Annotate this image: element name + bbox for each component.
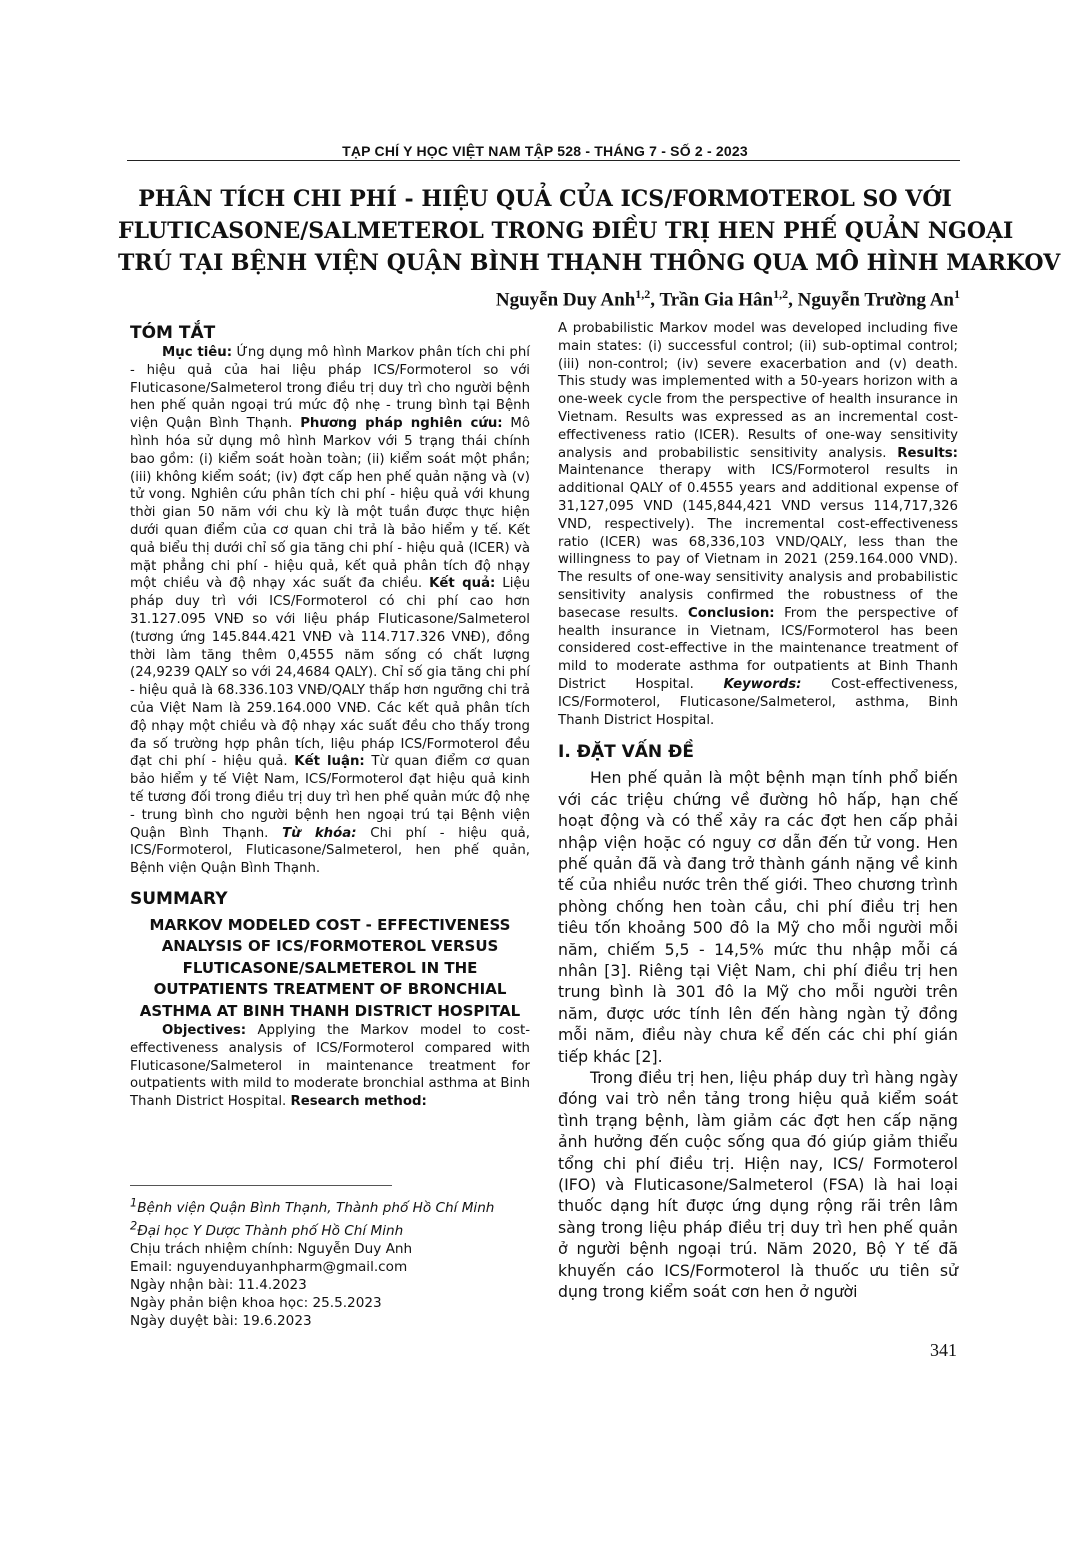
footnote-accepted: Ngày duyệt bài: 19.6.2023 [130, 1313, 312, 1330]
page-number: 341 [930, 1340, 957, 1360]
footnote-email: Email: nguyenduyanhpharm@gmail.com [130, 1259, 408, 1276]
author-name: Trần Gia Hân [659, 289, 774, 311]
introduction-heading: I. ĐẶT VẤN ĐỀ [558, 742, 694, 763]
research-method-text: A probabilistic Markov model was developed including five main states: (i) successful control; (ii) sub-optimal control; (iii) non-control; (iv) severe exacerbation and (v) death. This study was implemented with a 50-years horizon with a one-week cycle from the perspective of health insurance in Vietnam. Results was expressed as an incremental cost-effectiveness ratio (ICER). Results of one-way sensitivity analysis and probabilistic sensitivity analysis. [558, 321, 958, 461]
header-rule [127, 160, 960, 161]
abstract-heading: TÓM TẮT [130, 323, 216, 343]
summary-conclusion-text: From the perspective of health insurance in Vietnam, ICS/Formoterol has been considered cost-effective in the maintenance treatment of mild to moderate asthma for outpatients at Binh Thanh District Hospital. [558, 605, 958, 692]
introduction-body [558, 767, 958, 1302]
objectives-text: Applying the Markov model to cost-effectiveness analysis of ICS/Formoterol compared with Fluticasone/Salmeterol in maintenance treatment for outpatients with mild to moderate bronchial asthma at Binh Thanh District Hospital. [130, 1022, 530, 1110]
results-label: Kết quả: [429, 576, 496, 592]
objective-text: Ứng dụng mô hình Markov phân tích chi phí - hiệu quả của hai liệu pháp ICS/Formoterol so với Fluticasone/Salmeterol trong điều trị duy trì cho người bệnh hen phế quản ngoại trú mức độ nhẹ - trung bình tại Bệnh viện Quận Bình Thạnh. [130, 345, 530, 432]
method-text: Mô hình hóa sử dụng mô hình Markov với 5 trạng thái chính bao gồm: (i) kiểm soát hoàn toàn; (ii) kiểm soát một phần; (iii) không kiểm soát; (iv) đợt cấp hen phế quản nặng và (v) tử vong. Nghiên cứu phân tích chi phí - hiệu quả với khung thời gian 50 năm với chu kỳ là một tuần được thực hiện dưới quan điểm của cơ quan chi trả là bảo hiểm y tế. Kết quả biểu thị dưới chỉ số gia tăng chi phí - hiệu quả (ICER) và mặt phẳng chi phí - hiệu quả, kết quả phân tích độ nhạy một chiều và độ nhạy xác suất đa chiều. [130, 416, 530, 592]
footnote-reviewed: Ngày phản biện khoa học: 25.5.2023 [130, 1295, 382, 1312]
author-name: Nguyễn Trường An [797, 289, 954, 311]
conclusion-label: Kết luận: [294, 754, 365, 770]
summary-keywords-text: Cost-effectiveness, ICS/Formoterol, Fluticasone/Salmeterol, asthma, Binh Thanh District Hospital. [558, 676, 958, 728]
left-column [130, 322, 530, 1111]
author-name: Nguyễn Duy Anh [495, 289, 636, 311]
method-label: Phương pháp nghiên cứu: [300, 416, 503, 432]
footnote-received: Ngày nhận bài: 11.4.2023 [130, 1277, 307, 1294]
summary-title: MARKOV MODELED COST - EFFECTIVENESS ANALYSIS OF ICS/FORMOTEROL VERSUS FLUTICASONE/SALMETEROL IN THE OUTPATIENTS TREATMENT OF BRONCHIAL ASTHMA AT BINH THANH DISTRICT HOSPITAL [139, 915, 521, 1020]
right-column [558, 320, 958, 1302]
author-affiliation: 1,2 [635, 287, 651, 301]
paper-title [118, 183, 1061, 279]
objective-label: Mục tiêu: [162, 345, 233, 360]
summary-results-text: Maintenance therapy with ICS/Formoterol results in additional QALY of 0.4555 years and additional expense of 31,127,095 VND (145,844,421 VND versus 114,717,326 VND, respectively). The incremental cost-effectiveness ratio (ICER) was 68,336,103 VND/QALY, less than the willingness to pay of Vietnam in 2021 (259.164.000 VND). The results of one-way sensitivity analysis and probabilistic sensitivity analysis confirmed the robustness of the basecase results. [558, 463, 958, 621]
summary-heading: SUMMARY [130, 888, 228, 909]
results-text: Liệu pháp duy trì với ICS/Formoterol có chi phí cao hơn 31.127.095 VNĐ so với liệu pháp Fluticasone/Salmeterol (tương ứng 145.844.421 VNĐ và 114.717.326 VNĐ), đồng thời làm tăng thêm 0,4555 năm sống có chất lượng (24,9239 QALY so với 24,4684 QALY). Chỉ số gia tăng chi phí - hiệu quả là 68.336.103 VNĐ/QALY thấp hơn ngưỡng chi trả của Việt Nam là 259.164.000 VNĐ. Các kết quả phân tích độ nhạy một chiều và độ nhạy xác suất đều cho thấy trong đa số trường hợp phân tích, liệu pháp ICS/Formoterol đều đạt chi phí - hiệu quả. [130, 576, 531, 770]
summary-results-label: Results: [897, 445, 958, 461]
author-list [496, 287, 960, 311]
author-affiliation: 1 [954, 287, 960, 301]
keywords-label: Từ khóa: [282, 825, 357, 841]
title-line: PHÂN TÍCH CHI PHÍ - HIỆU QUẢ CỦA ICS/FORMOTEROL SO VỚI [138, 186, 952, 212]
footnotes [130, 1193, 550, 1330]
author-separator: , [788, 289, 798, 311]
summary-paragraph-start [130, 1022, 530, 1111]
introduction-paragraph: Hen phế quản là một bệnh mạn tính phổ biến với các triệu chứng về đường hô hấp, hạn chế hoạt động và có thể xảy ra các đợt hen cấp phải nhập viện hoặc có nguy cơ dẫn đến tử vong. Hen phế quản đã và đang trở thành gánh nặng về kinh tế của nhiều nước trên thế giới. Theo chương trình phòng chống hen toàn cầu, chi phí điều trị hen tiêu tốn khoảng 500 đô la Mỹ cho mỗi người mỗi năm, chiếm 5,5 - 14,5% mức thu nhập mỗi cá nhân [3]. Riêng tại Việt Nam, chi phí điều trị hen trung bình là 301 đô la Mỹ cho mỗi người trên năm, được ước tính lên đến hàng ngàn tỷ đồng mỗi năm, điều này chưa kể đến các chi phí gián tiếp khác [2]. [558, 768, 958, 1066]
author-separator: , [650, 289, 660, 311]
footnote-rule [130, 1185, 392, 1186]
footnote-affiliation-2: $^2$Đại học Y Dược Thành phố Hồ Chí Minh [130, 1218, 404, 1240]
footnote-corresponding: Chịu trách nhiệm chính: Nguyễn Duy Anh [130, 1241, 413, 1258]
summary-keywords-label: Keywords: [723, 676, 802, 692]
summary-conclusion-label: Conclusion: [687, 605, 775, 621]
title-line: FLUTICASONE/SALMETEROL TRONG ĐIỀU TRỊ HEN PHẾ QUẢN NGOẠI [118, 218, 1014, 244]
abstract-vi-paragraph [130, 344, 530, 878]
journal-header: TẠP CHÍ Y HỌC VIỆT NAM TẬP 528 - THÁNG 7 - SỐ 2 - 2023 [342, 143, 748, 159]
summary-paragraph-cont [558, 320, 958, 729]
keywords-text: Chi phí - hiệu quả, ICS/Formoterol, Fluticasone/Salmeterol, hen phế quản, Bệnh viện Quận Bình Thạnh. [130, 825, 530, 877]
author-affiliation: 1,2 [773, 287, 789, 301]
objectives-label: Objectives: [162, 1022, 247, 1038]
conclusion-text: Từ quan điểm cơ quan bảo hiểm y tế Việt Nam, ICS/Formoterol đạt hiệu quả kinh tế tương đối trong điều trị duy trì hen phế quản mức độ nhẹ - trung bình cho người bệnh hen ngoại trú tại Bệnh viện Quận Bình Thạnh. [130, 754, 530, 841]
introduction-paragraph: Trong điều trị hen, liệu pháp duy trì hàng ngày đóng vai trò nền tảng trong hiệu quả kiểm soát tình trạng bệnh, làm giảm các đợt hen cấp nặng ảnh hưởng đến cuộc sống qua đó giúp giảm thiểu tổng chi phí điều trị. Hiện nay, ICS/ Formoterol (IFO) và Fluticasone/Salmeterol (FSA) là hai loại thuốc dạng hít được ứng dụng rộng rãi trên lâm sàng trong liệu pháp điều trị duy trì hen phế quản ở người bệnh ngoại trú. Năm 2020, Bộ Y tế đã khuyến cáo ICS/Formoterol là thuốc ưu tiên sử dụng trong kiểm soát cơn hen ở người [558, 1068, 958, 1302]
title-line: TRÚ TẠI BỆNH VIỆN QUẬN BÌNH THẠNH THÔNG QUA MÔ HÌNH MARKOV [118, 250, 1061, 276]
footnote-affiliation-1: $^1$Bệnh viện Quận Bình Thạnh, Thành phố Hồ Chí Minh [130, 1195, 495, 1216]
research-method-label: Research method: [290, 1094, 427, 1110]
